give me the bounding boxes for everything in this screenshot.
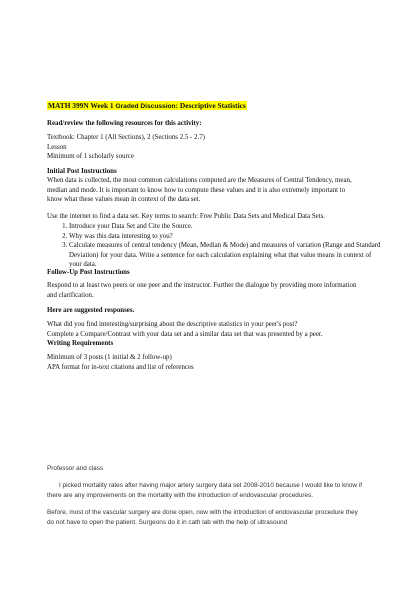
document-title bbox=[47, 101, 359, 110]
step-item: 1. Introduce your Data Set and Cite the Source. bbox=[69, 222, 381, 232]
resource-list bbox=[47, 133, 359, 162]
resource-item: Textbook: Chapter 1 (All Sections), 2 (Sections 2.5 - 2.7) bbox=[47, 134, 205, 141]
post-greeting: Professor and class bbox=[47, 465, 104, 472]
writing-list bbox=[47, 353, 359, 372]
followup-text: Respond to at least two peers or one peer and the instructor. Further the dialogue by providing more information and clarification. bbox=[47, 282, 357, 299]
step-item: 2. Why was this data interesting to you? bbox=[69, 232, 381, 242]
suggested-line: What did you find interesting/surprising about the descriptive statistics in your peer's post? bbox=[47, 321, 298, 328]
writing-line: Minimum of 3 posts (1 initial & 2 follow-up) bbox=[47, 354, 172, 361]
title-highlight bbox=[47, 101, 247, 110]
suggested-list bbox=[47, 320, 359, 349]
title-course: MATH 399N Week 1 bbox=[48, 101, 114, 110]
initial-heading: Initial Post Instructions bbox=[47, 168, 117, 175]
title-topic: : Descriptive Statistics bbox=[175, 101, 246, 110]
suggested-heading: Here are suggested responses. bbox=[47, 307, 135, 314]
steps-list bbox=[47, 222, 381, 270]
resource-item: Lesson bbox=[47, 143, 67, 151]
title-graded: Graded Discussion bbox=[115, 103, 176, 110]
suggested-line: Complete a Compare/Contrast with your data set and a similar data set that was presented by a peer. bbox=[47, 330, 323, 338]
post-paragraph: I picked mortality rates after having major artery surgery data set 2008-2010 because I would like to know if there are any improvements on the mortality with the introduction of endovascular procedures. bbox=[47, 481, 362, 499]
followup-heading: Follow-Up Post Instructions bbox=[47, 269, 130, 276]
initial-text: When data is collected, the most common calculations computed are the Measures of Central Tendency, mean, median and mode. It is important to know how to compute these values and it is also extremely important to know what these values mean in context of the data set. bbox=[47, 177, 352, 204]
read-heading: Read/review the following resources for this activity: bbox=[47, 120, 202, 127]
post-paragraph: Before, most of the vascular surgery are done open, now with the introduction of endovascular procedure they do not have to open the patient. Surgeons do it in cath lab with the help of ultrasound bbox=[47, 508, 358, 526]
step-item: 3. Calculate measures of central tendency (Mean, Median & Mode) and measures of variation (Range and Standard Deviation) for your data. Write a sentence for each calculation explaining what that value means in context of your data. bbox=[69, 241, 381, 270]
resource-item: Minimum of 1 scholarly source bbox=[47, 153, 134, 161]
discussion-post bbox=[47, 464, 365, 528]
internet-text: Use the internet to find a data set. Key terms to search: Free Public Data Sets and Medical Data Sets. bbox=[47, 213, 326, 220]
writing-heading: Writing Requirements bbox=[47, 340, 114, 348]
writing-line: APA format for in-text citations and list of references bbox=[47, 363, 194, 371]
